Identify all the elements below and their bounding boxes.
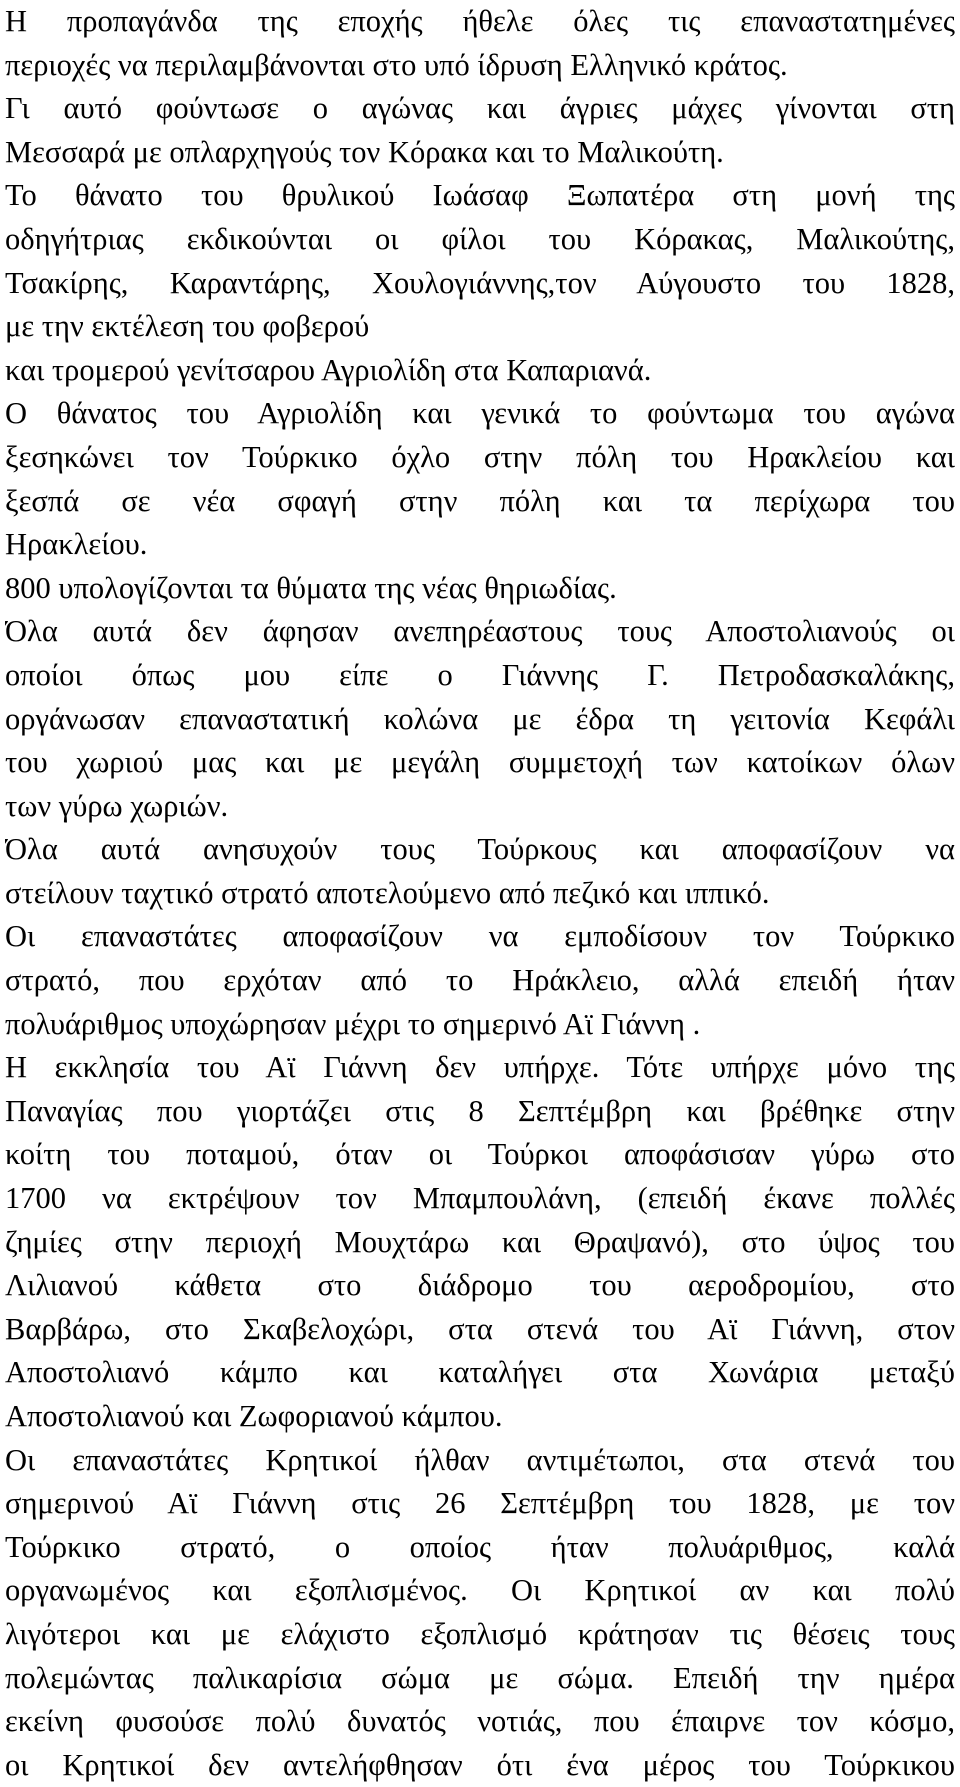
text-line: στρατό, που ερχόταν από το Ηράκλειο, αλλά επειδή ήταν [5,963,955,998]
text-line: πολυάριθμος υποχώρησαν μέχρι το σημερινό Αϊ Γιάννη . [5,1006,701,1041]
text-line: Όλα αυτά δεν άφησαν ανεπηρέαστους τους Αποστολιανούς οι [5,614,955,649]
text-line: Μεσσαρά με οπλαρχηγούς τον Κόρακα και το Μαλικούτη. [5,134,724,169]
text-line: στείλουν ταχτικό στρατό αποτελούμενο από πεζικό και ιππικό. [5,875,770,910]
text-line: περιοχές να περιλαμβάνονται στο υπό ίδρυση Ελληνικό κράτος. [5,47,788,82]
text-line: οδηγήτριας εκδικούνται οι φίλοι του Κόρακας, Μαλικούτης, [5,221,955,256]
text-line: 800 υπολογίζονται τα θύματα της νέας θηριωδίας. [5,570,617,605]
text-line: Ηρακλείου. [5,527,148,562]
text-line: Οι επαναστάτες Κρητικοί ήλθαν αντιμέτωποι, στα στενά του [5,1442,955,1477]
text-line: λιγότεροι και με ελάχιστο εξοπλισμό κράτησαν τις θέσεις τους [5,1616,955,1651]
text-line: Αποστολιανού και Ζωφοριανού κάμπου. [5,1399,503,1433]
text-line: Αποστολιανό κάμπο και καταλήγει στα Χωνάρια μεταξύ [5,1355,955,1390]
text-line: σημερινού Αϊ Γιάννη στις 26 Σεπτέμβρη του 1828, με τον [5,1486,955,1521]
text-line: οργάνωσαν επαναστατική κολώνα με έδρα τη γειτονία Κεφάλι [5,701,955,736]
text-line: πολεμώντας παλικαρίσια σώμα με σώμα. Επειδή την ημέρα [5,1660,955,1695]
text-line: ξεσηκώνει τον Τούρκικο όχλο στην πόλη του Ηρακλείου και [5,439,955,474]
text-line: Η προπαγάνδα της εποχής ήθελε όλες τις επαναστατημένες [5,4,955,38]
text-line: εκείνη φυσούσε πολύ δυνατός νοτιάς, που έπαιρνε τον κόσμο, [5,1704,955,1739]
text-line: Βαρβάρω, στο Σκαβελοχώρι, στα στενά του Αϊ Γιάννη, στον [5,1311,955,1346]
text-line: Γι αυτό φούντωσε ο αγώνας και άγριες μάχες γίνονται στη [5,91,955,126]
text-line: Το θάνατο του θρυλικού Ιωάσαφ Ξωπατέρα στη μονή της [5,178,955,213]
text-line: και τρομερού γενίτσαρου Αγριολίδη στα Καπαριανά. [5,352,652,387]
text-line: 1700 να εκτρέψουν τον Μπαμπουλάνη, (επειδή έκανε πολλές [5,1181,955,1216]
text-line: του χωριού μας και με μεγάλη συμμετοχή των κατοίκων όλων [5,745,955,780]
text-line: ξεσπά σε νέα σφαγή στην πόλη και τα περίχωρα του [5,483,955,518]
text-line: Λιλιανού κάθετα στο διάδρομο του αεροδρομίου, στο [5,1268,955,1303]
text-line: Τσακίρης, Καραντάρης, Χουλογιάννης,τον Αύγουστο του 1828, [5,265,955,300]
text-line: με την εκτέλεση του φοβερού [5,309,370,344]
text-line: Τούρκικο στρατό, ο οποίος ήταν πολυάριθμος, καλά [5,1529,955,1564]
text-line: οποίοι όπως μου είπε ο Γιάννης Γ. Πετροδασκαλάκης, [5,657,955,692]
text-line: Όλα αυτά ανησυχούν τους Τούρκους και αποφασίζουν να [5,832,955,867]
document-body [5,0,955,1787]
text-line: οι Κρητικοί δεν αντελήφθησαν ότι ένα μέρος του Τούρκικου [5,1747,955,1782]
text-line: των γύρω χωριών. [5,788,229,823]
text-line: οργανωμένος και εξοπλισμένος. Οι Κρητικοί αν και πολύ [5,1573,955,1608]
text-line: Παναγίας που γιορτάζει στις 8 Σεπτέμβρη και βρέθηκε στην [5,1093,955,1128]
text-line: Η εκκλησία του Αϊ Γιάννη δεν υπήρχε. Τότε υπήρχε μόνο της [5,1050,955,1085]
text-line: ζημίες στην περιοχή Μουχτάρω και Θραψανό), στο ύψος του [5,1224,955,1259]
text-line: Οι επαναστάτες αποφασίζουν να εμποδίσουν τον Τούρκικο [5,919,955,954]
text-line: Ο θάνατος του Αγριολίδη και γενικά το φούντωμα του αγώνα [5,396,955,431]
text-line: κοίτη του ποταμού, όταν οι Τούρκοι αποφάσισαν γύρω στο [5,1137,955,1172]
